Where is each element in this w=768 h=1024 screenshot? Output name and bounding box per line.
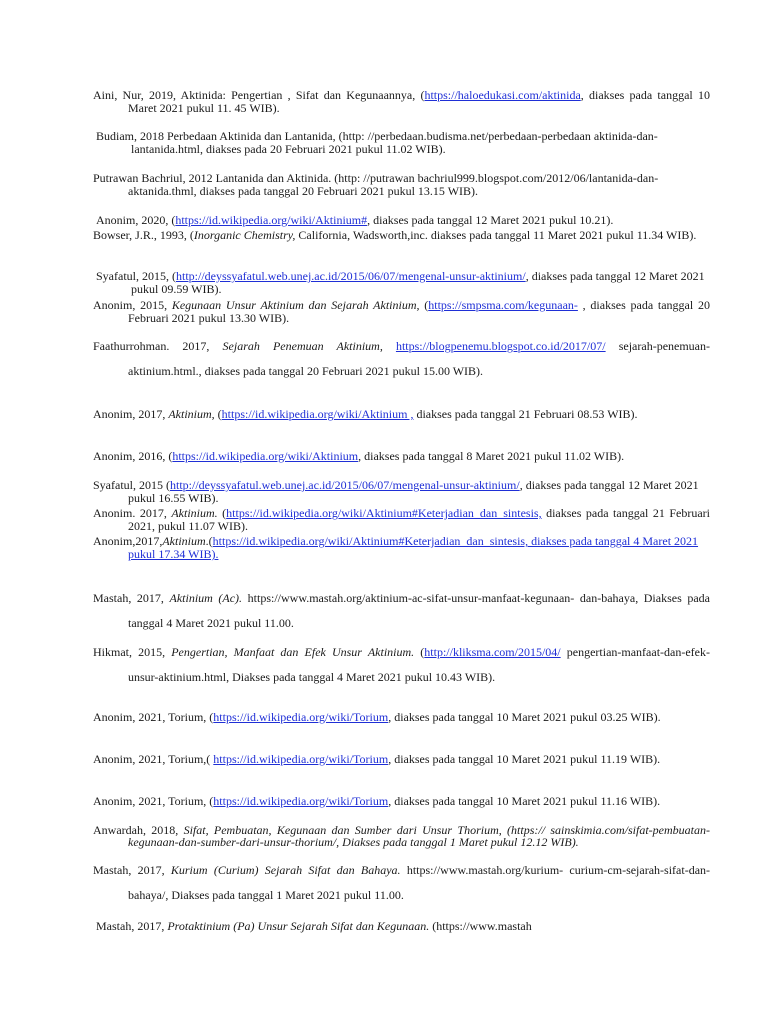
reference-mastah-2017-kurium: Mastah, 2017, Kurium (Curium) Sejarah Sifat dan Bahaya. https://www.mastah.org/kurium- curium-cm-sejarah-sifat-dan-bahaya/, Diakses pada tanggal 1 Maret 2021 pukul 11.00. <box>93 863 711 902</box>
reference-link[interactable]: https://id.wikipedia.org/wiki/Torium <box>213 710 389 724</box>
reference-anonim-2017-a: Anonim, 2017, Aktinium, (https://id.wikipedia.org/wiki/Aktinium , diakses pada tanggal 21 Februari 08.53 WIB). <box>93 407 638 421</box>
reference-anonim-2016: Anonim, 2016, (https://id.wikipedia.org/wiki/Aktinium, diakses pada tanggal 8 Maret 2021 pukul 11.02 WIB). <box>93 449 625 463</box>
reference-link[interactable]: https://smpsma.com/kegunaan- <box>428 298 578 312</box>
reference-link[interactable]: https://id.wikipedia.org/wiki/Aktinium#Keterjadian_dan_sintesis, <box>226 506 542 520</box>
reference-bowser-1993: Bowser, J.R., 1993, (Inorganic Chemistry, California, Wadsworth,inc. diakses pada tanggal 11 Maret 2021 pukul 11.34 WIB). <box>93 228 697 242</box>
reference-anonim-2017-c: Anonim,2017,Aktinium.(https://id.wikipedia.org/wiki/Aktinium#Keterjadian_dan_sintesis, diakses pada tanggal 4 Maret 2021 pukul 17.34 WIB). <box>93 534 699 561</box>
reference-anonim-2021-torium-b: Anonim, 2021, Torium,( https://id.wikipedia.org/wiki/Torium, diakses pada tanggal 10 Maret 2021 pukul 11.19 WIB). <box>93 752 661 766</box>
reference-link[interactable]: https://haloedukasi.com/aktinida <box>424 88 581 102</box>
reference-link[interactable]: https://blogpenemu.blogspot.co.id/2017/07/ <box>395 339 606 353</box>
reference-link[interactable]: https://id.wikipedia.org/wiki/Torium <box>213 794 389 808</box>
reference-link[interactable]: https://id.wikipedia.org/wiki/Torium <box>213 752 389 766</box>
reference-budiam-2018: Budiam, 2018 Perbedaan Aktinida dan Lantanida, (http: //perbedaan.budisma.net/perbedaan-perbedaan aktinida-dan-lantanida.html, diakses pada 20 Februari 2021 pukul 11.02 WIB). <box>96 129 658 156</box>
reference-link[interactable]: http://deyssyafatul.web.unej.ac.id/2015/06/07/mengenal-unsur-aktinium/ <box>176 269 526 283</box>
reference-link[interactable]: https://id.wikipedia.org/wiki/Aktinium#Keterjadian_dan_sintesis, diakses pada tanggal 4 Maret 2021 pukul 17.34 WIB). <box>128 534 699 561</box>
reference-link[interactable]: https://id.wikipedia.org/wiki/Aktinium , <box>221 407 414 421</box>
reference-anonim-2015: Anonim, 2015, Kegunaan Unsur Aktinium dan Sejarah Aktinium, (https://smpsma.com/kegunaan- , diakses pada tanggal 20 Februari 2021 pukul 13.30 WIB). <box>93 298 710 325</box>
reference-putrawan-2012: Putrawan Bachriul, 2012 Lantanida dan Aktinida. (http: //putrawan bachriul999.blogspot.com/2012/06/lantanida-dan-aktanida.thml, diakses pada tanggal 20 Februari 2021 pukul 13.15 WIB). <box>93 171 659 198</box>
reference-anonim-2021-torium-a: Anonim, 2021, Torium, (https://id.wikipedia.org/wiki/Torium, diakses pada tanggal 10 Maret 2021 pukul 03.25 WIB). <box>93 710 661 724</box>
reference-faathurrohman-2017: Faathurrohman. 2017, Sejarah Penemuan Aktinium, https://blogpenemu.blogspot.co.id/2017/07/ sejarah-penemuan-aktinium.html., diakses pada tanggal 20 Februari 2021 pukul 15.00 WIB). <box>93 339 710 378</box>
reference-link[interactable]: https://id.wikipedia.org/wiki/Aktinium# <box>175 213 368 227</box>
reference-syafatul-2015-a: Syafatul, 2015, (http://deyssyafatul.web.unej.ac.id/2015/06/07/mengenal-unsur-aktinium/, diakses pada tanggal 12 Maret 2021 pukul 09.59 WIB). <box>96 269 705 296</box>
reference-anonim-2020: Anonim, 2020, (https://id.wikipedia.org/wiki/Aktinium#, diakses pada tanggal 12 Maret 2021 pukul 10.21). <box>96 213 614 227</box>
reference-aini-2019: Aini, Nur, 2019, Aktinida: Pengertian , Sifat dan Kegunaannya, (https://haloedukasi.com/aktinida, diakses pada tanggal 10 Maret 2021 pukul 11. 45 WIB). <box>93 88 710 115</box>
reference-syafatul-2015-b: Syafatul, 2015 (http://deyssyafatul.web.unej.ac.id/2015/06/07/mengenal-unsur-aktinium/, diakses pada tanggal 12 Maret 2021 pukul 16.55 WIB). <box>93 478 699 505</box>
reference-hikmat-2015: Hikmat, 2015, Pengertian, Manfaat dan Efek Unsur Aktinium. (http://kliksma.com/2015/04/ pengertian-manfaat-dan-efek-unsur-aktinium.html, Diakses pada tanggal 4 Maret 2021 pukul 10.43 WIB). <box>93 645 710 684</box>
reference-mastah-2017-protaktinium: Mastah, 2017, Protaktinium (Pa) Unsur Sejarah Sifat dan Kegunaan. (https://www.mastah <box>96 919 532 933</box>
reference-anwardah-2018: Anwardah, 2018, Sifat, Pembuatan, Kegunaan dan Sumber dari Unsur Thorium, (https:// sainskimia.com/sifat-pembuatan-kegunaan-dan-sumber-dari-unsur-thorium/, Diakses pada tanggal 1 Maret pukul 12.12 WIB). <box>93 823 710 849</box>
reference-link[interactable]: http://deyssyafatul.web.unej.ac.id/2015/06/07/mengenal-unsur-aktinium/ <box>170 478 520 492</box>
reference-mastah-2017-aktinium: Mastah, 2017, Aktinium (Ac). https://www.mastah.org/aktinium-ac-sifat-unsur-manfaat-kegunaan- dan-bahaya, Diakses pada tanggal 4 Maret 2021 pukul 11.00. <box>93 591 710 630</box>
reference-anonim-2021-torium-c: Anonim, 2021, Torium, (https://id.wikipedia.org/wiki/Torium, diakses pada tanggal 10 Maret 2021 pukul 11.16 WIB). <box>93 794 661 808</box>
reference-link[interactable]: https://id.wikipedia.org/wiki/Aktinium <box>172 449 359 463</box>
reference-anonim-2017-b: Anonim. 2017, Aktinium. (https://id.wikipedia.org/wiki/Aktinium#Keterjadian_dan_sintesis, diakses pada tanggal 21 Februari 2021, pukul 11.07 WIB). <box>93 506 710 533</box>
reference-link[interactable]: http://kliksma.com/2015/04/ <box>424 645 561 659</box>
